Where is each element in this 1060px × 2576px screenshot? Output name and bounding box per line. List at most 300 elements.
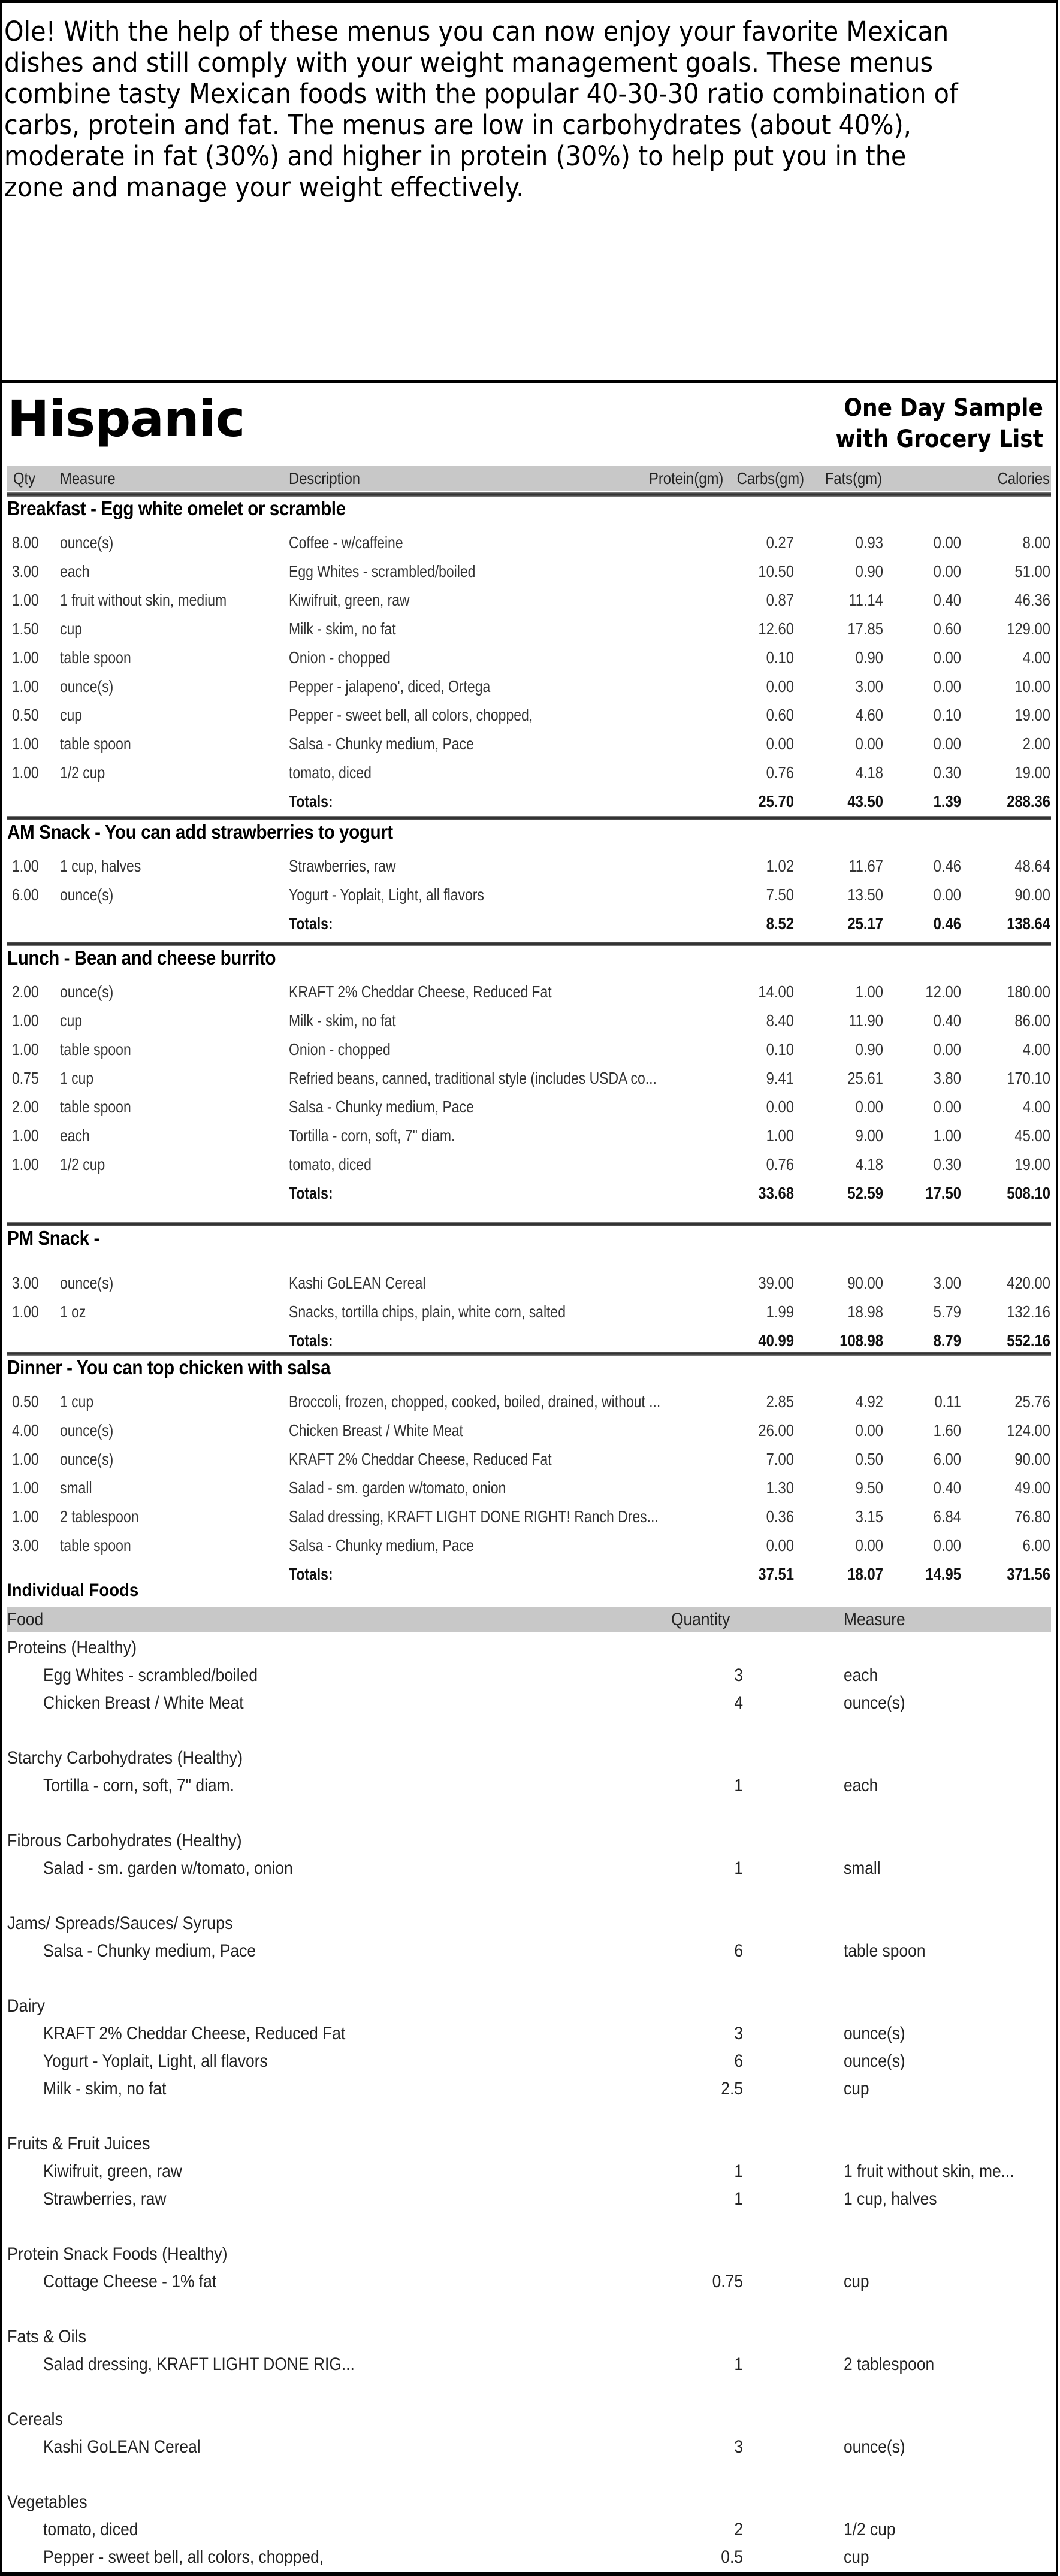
grocery-food: Cottage Cheese - 1% fat — [43, 2272, 217, 2291]
meal-totals-row — [0, 787, 1058, 816]
item-description: Egg Whites - scrambled/boiled — [289, 562, 476, 580]
total-protein: 8.52 — [766, 914, 794, 933]
item-calories: 25.76 — [1014, 1392, 1050, 1411]
totals-label: Totals: — [289, 1331, 333, 1350]
column-header-bar — [7, 466, 1051, 491]
item-measure: 1/2 cup — [60, 763, 105, 782]
grocery-item-row — [0, 2158, 1058, 2185]
food-category: Proteins (Healthy) — [7, 1638, 137, 1658]
total-fats: 0.46 — [933, 914, 961, 933]
item-description: Chicken Breast / White Meat — [289, 1421, 463, 1440]
item-description: Salad dressing, KRAFT LIGHT DONE RIGHT! Ranch Dres... — [289, 1507, 659, 1526]
grocery-quantity: 0.75 — [712, 2272, 743, 2291]
item-fats: 6.00 — [933, 1450, 961, 1468]
meal-item-row — [0, 586, 1058, 615]
totals-label: Totals: — [289, 914, 333, 933]
grocery-item-row — [0, 2433, 1058, 2461]
meal-item-row — [0, 701, 1058, 730]
meal-title: Lunch - Bean and cheese burrito — [7, 947, 276, 969]
item-measure: table spoon — [60, 1097, 131, 1116]
page-subtitle — [836, 392, 1043, 455]
grocery-item-row — [0, 2351, 1058, 2378]
grocery-measure: ounce(s) — [844, 2024, 905, 2043]
meal-title: Dinner - You can top chicken with salsa — [7, 1356, 331, 1378]
col-measure: Measure — [844, 1610, 905, 1629]
item-calories: 46.36 — [1014, 591, 1050, 609]
col-protein: Protein(gm) — [649, 469, 724, 488]
item-fats: 0.00 — [933, 734, 961, 753]
item-qty: 1.00 — [12, 1450, 39, 1468]
intro-line: dishes and still comply with your weight management goals. These menus — [4, 47, 934, 78]
item-qty: 1.00 — [12, 1302, 39, 1321]
meal-totals-row — [0, 1560, 1058, 1589]
item-qty: 6.00 — [12, 885, 39, 904]
meal-item-row — [0, 1445, 1058, 1474]
meal-item-row — [0, 1387, 1058, 1416]
item-fats: 0.00 — [933, 677, 961, 696]
item-fats: 0.30 — [933, 1155, 961, 1174]
item-fats: 0.00 — [933, 1040, 961, 1059]
grocery-item-row — [0, 1772, 1058, 1800]
item-description: Pepper - sweet bell, all colors, chopped, — [289, 706, 533, 724]
item-qty: 0.50 — [12, 1392, 39, 1411]
grocery-quantity: 1 — [734, 2161, 743, 2181]
item-calories: 4.00 — [1022, 1097, 1050, 1116]
meal-item-row — [0, 1006, 1058, 1035]
subtitle-line: with Grocery List — [835, 425, 1043, 453]
item-carbs: 17.85 — [847, 619, 883, 638]
col-food: Food — [7, 1610, 44, 1629]
item-description: Salad - sm. garden w/tomato, onion — [289, 1479, 506, 1497]
meal-item-row — [0, 1093, 1058, 1121]
item-protein: 7.50 — [766, 885, 794, 904]
item-protein: 0.76 — [766, 763, 794, 782]
item-protein: 12.60 — [758, 619, 794, 638]
total-carbs: 25.17 — [847, 914, 883, 933]
grocery-food: Salad - sm. garden w/tomato, onion — [43, 1858, 293, 1878]
item-carbs: 18.98 — [847, 1302, 883, 1321]
food-category: Starchy Carbohydrates (Healthy) — [7, 1748, 243, 1768]
item-calories: 51.00 — [1014, 562, 1050, 580]
item-fats: 12.00 — [925, 982, 961, 1001]
item-calories: 86.00 — [1014, 1011, 1050, 1030]
item-calories: 90.00 — [1014, 885, 1050, 904]
item-protein: 1.02 — [766, 857, 794, 875]
grocery-measure: each — [844, 1665, 878, 1685]
meal-item-row — [0, 758, 1058, 787]
item-fats: 0.40 — [933, 1011, 961, 1030]
food-category: Fats & Oils — [7, 2327, 87, 2347]
grocery-food: tomato, diced — [43, 2520, 138, 2539]
section-separator — [7, 1222, 1051, 1226]
item-protein: 0.10 — [766, 1040, 794, 1059]
item-qty: 2.00 — [12, 1097, 39, 1116]
col-measure: Measure — [60, 469, 116, 488]
item-qty: 2.00 — [12, 982, 39, 1001]
item-carbs: 0.90 — [855, 648, 883, 667]
grocery-quantity: 2 — [734, 2520, 743, 2539]
item-qty: 1.00 — [12, 591, 39, 609]
item-calories: 19.00 — [1014, 1155, 1050, 1174]
total-calories: 138.64 — [1007, 914, 1050, 933]
item-description: Salsa - Chunky medium, Pace — [289, 1097, 474, 1116]
intro-box — [0, 0, 1058, 380]
item-fats: 3.80 — [933, 1069, 961, 1087]
item-calories: 2.00 — [1022, 734, 1050, 753]
item-qty: 1.00 — [12, 734, 39, 753]
meal-item-row — [0, 1064, 1058, 1093]
item-carbs: 4.60 — [855, 706, 883, 724]
grocery-quantity: 1 — [734, 2189, 743, 2209]
item-calories: 76.80 — [1014, 1507, 1050, 1526]
grocery-measure: each — [844, 1776, 878, 1795]
item-measure: 1 fruit without skin, medium — [60, 591, 227, 609]
item-calories: 48.64 — [1014, 857, 1050, 875]
item-carbs: 3.00 — [855, 677, 883, 696]
meal-item-row — [0, 1474, 1058, 1502]
item-description: Salsa - Chunky medium, Pace — [289, 734, 474, 753]
meal-item-row — [0, 1269, 1058, 1298]
total-fats: 1.39 — [933, 792, 961, 811]
item-description: Milk - skim, no fat — [289, 619, 396, 638]
col-fats: Fats(gm) — [825, 469, 882, 488]
item-protein: 0.60 — [766, 706, 794, 724]
grocery-measure: ounce(s) — [844, 2437, 905, 2457]
item-protein: 1.30 — [766, 1479, 794, 1497]
item-protein: 0.00 — [766, 1536, 794, 1555]
meal-item-row — [0, 1298, 1058, 1326]
total-calories: 288.36 — [1007, 792, 1050, 811]
meal-item-row — [0, 1035, 1058, 1064]
item-fats: 1.00 — [933, 1126, 961, 1145]
food-category: Fruits & Fruit Juices — [7, 2134, 150, 2154]
totals-label: Totals: — [289, 1184, 333, 1202]
grocery-food: Yogurt - Yoplait, Light, all flavors — [43, 2051, 268, 2071]
item-qty: 1.50 — [12, 619, 39, 638]
total-calories: 371.56 — [1007, 1565, 1050, 1583]
totals-label: Totals: — [289, 1565, 333, 1583]
item-description: Kiwifruit, green, raw — [289, 591, 410, 609]
section-separator — [7, 492, 1051, 497]
item-measure: small — [60, 1479, 92, 1497]
item-qty: 1.00 — [12, 677, 39, 696]
item-carbs: 0.00 — [855, 734, 883, 753]
total-carbs: 43.50 — [847, 792, 883, 811]
grocery-quantity: 2.5 — [721, 2079, 743, 2099]
item-description: KRAFT 2% Cheddar Cheese, Reduced Fat — [289, 982, 552, 1001]
intro-line: carbs, protein and fat. The menus are low in carbohydrates (about 40%), — [4, 109, 911, 141]
item-description: Strawberries, raw — [289, 857, 396, 875]
item-carbs: 11.67 — [848, 857, 883, 875]
item-qty: 3.00 — [12, 562, 39, 580]
item-fats: 0.60 — [933, 619, 961, 638]
meal-item-row — [0, 615, 1058, 643]
grocery-quantity: 0.5 — [721, 2547, 743, 2567]
item-carbs: 0.90 — [855, 1040, 883, 1059]
item-description: tomato, diced — [289, 763, 372, 782]
grocery-item-row — [0, 2020, 1058, 2048]
item-protein: 0.36 — [766, 1507, 794, 1526]
meal-title: PM Snack - — [7, 1227, 99, 1249]
grocery-measure: 1/2 cup — [844, 2520, 896, 2539]
intro-line: Ole! With the help of these menus you can now enjoy your favorite Mexican — [4, 16, 949, 47]
item-description: Coffee - w/caffeine — [289, 533, 403, 552]
grocery-food: KRAFT 2% Cheddar Cheese, Reduced Fat — [43, 2024, 346, 2043]
individual-foods-title: Individual Foods — [7, 1580, 139, 1600]
item-qty: 1.00 — [12, 1126, 39, 1145]
item-fats: 6.84 — [933, 1507, 961, 1526]
grocery-measure: cup — [844, 2079, 869, 2099]
item-protein: 0.00 — [766, 734, 794, 753]
item-fats: 5.79 — [933, 1302, 961, 1321]
item-qty: 1.00 — [12, 1479, 39, 1497]
item-protein: 0.00 — [766, 677, 794, 696]
grocery-food: Kiwifruit, green, raw — [43, 2161, 182, 2181]
meal-item-row — [0, 1416, 1058, 1445]
intro-paragraph — [4, 16, 964, 203]
item-fats: 0.40 — [933, 1479, 961, 1497]
item-qty: 1.00 — [12, 1155, 39, 1174]
individual-foods-header — [7, 1607, 1051, 1632]
grocery-food: Tortilla - corn, soft, 7" diam. — [43, 1776, 234, 1795]
grocery-quantity: 3 — [734, 1665, 743, 1685]
item-carbs: 0.50 — [855, 1450, 883, 1468]
grocery-measure: cup — [844, 2547, 869, 2567]
item-description: Milk - skim, no fat — [289, 1011, 396, 1030]
food-category: Cereals — [7, 2409, 64, 2429]
total-fats: 17.50 — [925, 1184, 961, 1202]
col-description: Description — [289, 469, 361, 488]
item-protein: 26.00 — [758, 1421, 794, 1440]
item-fats: 0.30 — [933, 763, 961, 782]
meal-item-row — [0, 1121, 1058, 1150]
subtitle-line: One Day Sample — [844, 394, 1043, 422]
grocery-quantity: 3 — [734, 2437, 743, 2457]
item-fats: 0.00 — [933, 533, 961, 552]
item-measure: 2 tablespoon — [60, 1507, 139, 1526]
item-calories: 10.00 — [1014, 677, 1050, 696]
meal-item-row — [0, 557, 1058, 586]
grocery-food: Salad dressing, KRAFT LIGHT DONE RIG... — [43, 2354, 355, 2374]
item-qty: 4.00 — [12, 1421, 39, 1440]
item-measure: ounce(s) — [60, 982, 114, 1001]
grocery-quantity: 1 — [734, 1858, 743, 1878]
item-calories: 8.00 — [1022, 533, 1050, 552]
item-qty: 3.00 — [12, 1536, 39, 1555]
item-description: Yogurt - Yoplait, Light, all flavors — [289, 885, 484, 904]
meal-item-row — [0, 852, 1058, 881]
item-measure: ounce(s) — [60, 1274, 114, 1292]
item-qty: 0.75 — [12, 1069, 39, 1087]
item-description: Broccoli, frozen, chopped, cooked, boiled, drained, without ... — [289, 1392, 661, 1411]
item-calories: 170.10 — [1007, 1069, 1050, 1087]
item-description: Onion - chopped — [289, 1040, 391, 1059]
item-carbs: 90.00 — [847, 1274, 883, 1292]
item-carbs: 1.00 — [855, 982, 883, 1001]
item-measure: 1 cup — [60, 1392, 94, 1411]
item-measure: cup — [60, 1011, 83, 1030]
total-protein: 33.68 — [758, 1184, 794, 1202]
item-fats: 0.00 — [933, 885, 961, 904]
total-calories: 552.16 — [1007, 1331, 1050, 1350]
item-protein: 0.87 — [766, 591, 794, 609]
item-description: Tortilla - corn, soft, 7" diam. — [289, 1126, 455, 1145]
meal-title: Breakfast - Egg white omelet or scramble — [7, 497, 346, 519]
grocery-item-row — [0, 2185, 1058, 2213]
section-separator — [7, 942, 1051, 946]
item-measure: 1 cup, halves — [60, 857, 141, 875]
grocery-quantity: 3 — [734, 2024, 743, 2043]
item-description: Pepper - jalapeno', diced, Ortega — [289, 677, 491, 696]
total-fats: 8.79 — [933, 1331, 961, 1350]
grocery-food: Chicken Breast / White Meat — [43, 1693, 244, 1713]
item-measure: table spoon — [60, 648, 131, 667]
item-fats: 3.00 — [933, 1274, 961, 1292]
item-calories: 420.00 — [1007, 1274, 1050, 1292]
item-qty: 8.00 — [12, 533, 39, 552]
grocery-item-row — [0, 1937, 1058, 1965]
item-measure: cup — [60, 619, 83, 638]
meal-item-row — [0, 978, 1058, 1006]
item-carbs: 3.15 — [855, 1507, 883, 1526]
total-protein: 37.51 — [758, 1565, 794, 1583]
item-protein: 9.41 — [766, 1069, 794, 1087]
total-carbs: 52.59 — [847, 1184, 883, 1202]
item-carbs: 0.00 — [855, 1097, 883, 1116]
item-qty: 1.00 — [12, 648, 39, 667]
item-protein: 1.99 — [766, 1302, 794, 1321]
item-measure: table spoon — [60, 1040, 131, 1059]
item-calories: 19.00 — [1014, 706, 1050, 724]
grocery-measure: cup — [844, 2272, 869, 2291]
item-description: Kashi GoLEAN Cereal — [289, 1274, 426, 1292]
grocery-food: Strawberries, raw — [43, 2189, 167, 2209]
item-calories: 180.00 — [1007, 982, 1050, 1001]
meal-item-row — [0, 730, 1058, 758]
item-carbs: 11.90 — [848, 1011, 883, 1030]
item-carbs: 4.92 — [855, 1392, 883, 1411]
col-carbs: Carbs(gm) — [736, 469, 804, 488]
meal-item-row — [0, 528, 1058, 557]
item-qty: 0.50 — [12, 706, 39, 724]
item-protein: 0.76 — [766, 1155, 794, 1174]
grocery-quantity: 1 — [734, 2354, 743, 2374]
grocery-measure: ounce(s) — [844, 1693, 905, 1713]
col-calories: Calories — [997, 469, 1050, 488]
meal-totals-row — [0, 1179, 1058, 1208]
section-separator — [7, 1352, 1051, 1356]
item-protein: 14.00 — [758, 982, 794, 1001]
item-protein: 0.00 — [766, 1097, 794, 1116]
section-separator — [7, 816, 1051, 820]
item-calories: 90.00 — [1014, 1450, 1050, 1468]
col-quantity: Quantity — [671, 1610, 730, 1629]
grocery-item-row — [0, 2268, 1058, 2296]
item-carbs: 0.90 — [855, 562, 883, 580]
item-carbs: 13.50 — [847, 885, 883, 904]
item-description: Onion - chopped — [289, 648, 391, 667]
grocery-quantity: 6 — [734, 2051, 743, 2071]
intro-line: moderate in fat (30%) and higher in protein (30%) to help put you in the — [4, 140, 907, 172]
food-category: Protein Snack Foods (Healthy) — [7, 2244, 228, 2264]
grocery-measure: 1 cup, halves — [844, 2189, 937, 2209]
item-fats: 0.40 — [933, 591, 961, 609]
item-calories: 4.00 — [1022, 648, 1050, 667]
meal-item-row — [0, 1150, 1058, 1179]
item-fats: 0.00 — [933, 648, 961, 667]
grocery-food: Milk - skim, no fat — [43, 2079, 167, 2099]
item-calories: 132.16 — [1007, 1302, 1050, 1321]
totals-label: Totals: — [289, 792, 333, 811]
col-qty: Qty — [13, 469, 36, 488]
item-measure: ounce(s) — [60, 885, 114, 904]
item-qty: 3.00 — [12, 1274, 39, 1292]
item-fats: 0.11 — [934, 1392, 961, 1411]
item-measure: 1/2 cup — [60, 1155, 105, 1174]
grocery-quantity: 1 — [734, 1776, 743, 1795]
item-measure: 1 oz — [60, 1302, 86, 1321]
item-description: Snacks, tortilla chips, plain, white corn, salted — [289, 1302, 566, 1321]
meal-item-row — [0, 1531, 1058, 1560]
item-carbs: 4.18 — [855, 763, 883, 782]
item-calories: 45.00 — [1014, 1126, 1050, 1145]
total-fats: 14.95 — [925, 1565, 961, 1583]
item-carbs: 9.00 — [855, 1126, 883, 1145]
item-calories: 6.00 — [1022, 1536, 1050, 1555]
grocery-measure: 2 tablespoon — [844, 2354, 935, 2374]
grocery-measure: small — [844, 1858, 881, 1878]
total-protein: 40.99 — [758, 1331, 794, 1350]
grocery-food: Kashi GoLEAN Cereal — [43, 2437, 201, 2457]
item-fats: 0.10 — [933, 706, 961, 724]
item-protein: 2.85 — [766, 1392, 794, 1411]
item-measure: 1 cup — [60, 1069, 94, 1087]
item-fats: 0.00 — [933, 1097, 961, 1116]
item-description: Salsa - Chunky medium, Pace — [289, 1536, 474, 1555]
grocery-item-row — [0, 2516, 1058, 2544]
grocery-item-row — [0, 2048, 1058, 2075]
meal-item-row — [0, 881, 1058, 909]
meal-totals-row — [0, 909, 1058, 938]
item-measure: ounce(s) — [60, 1421, 114, 1440]
meal-title: AM Snack - You can add strawberries to yogurt — [7, 821, 393, 843]
page-title: Hispanic — [7, 389, 245, 448]
item-fats: 0.46 — [933, 857, 961, 875]
item-fats: 1.60 — [933, 1421, 961, 1440]
intro-line: zone and manage your weight effectively. — [4, 171, 524, 203]
item-description: Refried beans, canned, traditional style (includes USDA co... — [289, 1069, 657, 1087]
item-carbs: 0.93 — [855, 533, 883, 552]
item-calories: 129.00 — [1007, 619, 1050, 638]
item-protein: 8.40 — [766, 1011, 794, 1030]
grocery-quantity: 6 — [734, 1941, 743, 1961]
meal-item-row — [0, 672, 1058, 701]
item-measure: ounce(s) — [60, 677, 114, 696]
grocery-measure: ounce(s) — [844, 2051, 905, 2071]
meal-item-row — [0, 643, 1058, 672]
item-measure: ounce(s) — [60, 1450, 114, 1468]
food-category: Vegetables — [7, 2492, 87, 2512]
intro-line: combine tasty Mexican foods with the popular 40-30-30 ratio combination of — [4, 78, 958, 110]
item-calories: 124.00 — [1007, 1421, 1050, 1440]
grocery-item-row — [0, 2075, 1058, 2103]
total-calories: 508.10 — [1007, 1184, 1050, 1202]
food-category: Jams/ Spreads/Sauces/ Syrups — [7, 1913, 233, 1933]
grocery-food: Salsa - Chunky medium, Pace — [43, 1941, 256, 1961]
grocery-item-row — [0, 2544, 1058, 2571]
item-measure: cup — [60, 706, 83, 724]
item-protein: 0.10 — [766, 648, 794, 667]
